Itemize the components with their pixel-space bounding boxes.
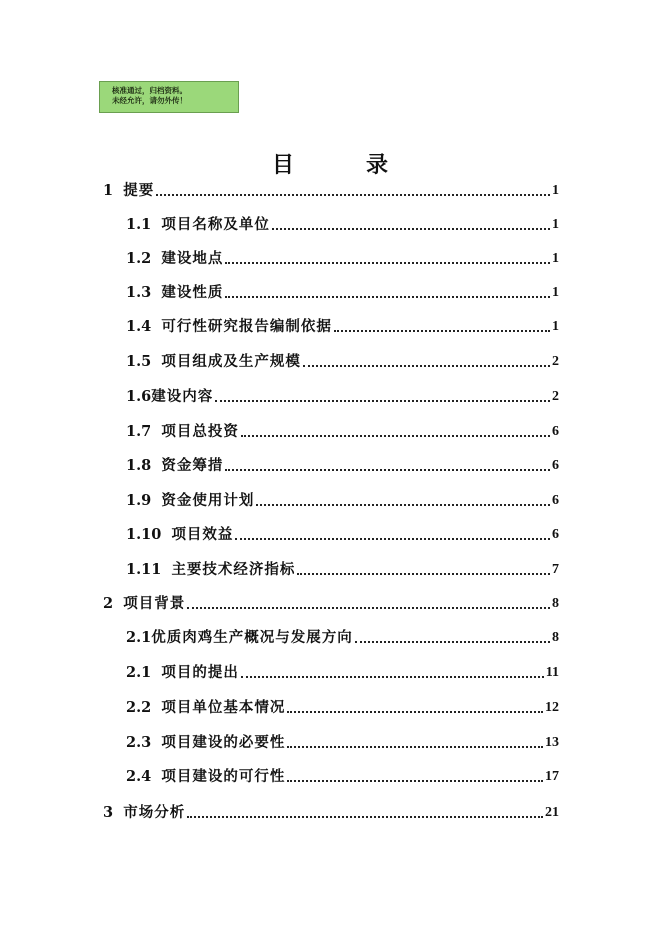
- toc-label: 建设内容: [151, 388, 214, 405]
- toc-entry[interactable]: [126, 625, 559, 647]
- toc-number: 1.2: [126, 250, 152, 267]
- toc-page: 1: [552, 319, 559, 334]
- toc-label: 市场分析: [123, 804, 186, 821]
- stamp-line-1: 核准通过，归档资料。: [112, 86, 187, 95]
- toc-entry[interactable]: [126, 349, 559, 371]
- toc-number: 1.10: [126, 526, 162, 543]
- toc-page: 1: [552, 183, 559, 198]
- toc-leader: [241, 676, 544, 678]
- toc-entry[interactable]: [126, 419, 559, 441]
- toc-label: 建设地点: [161, 250, 224, 267]
- toc-number: 1.7: [126, 423, 152, 440]
- toc-number: 1.11: [126, 561, 162, 578]
- toc-leader: [241, 435, 550, 437]
- toc-page: 7: [552, 562, 559, 577]
- toc-page: 21: [545, 805, 559, 820]
- toc-number: 2.2: [126, 699, 152, 716]
- toc-number: 2: [103, 595, 114, 612]
- toc-leader: [287, 711, 543, 713]
- toc-number: 1.1: [126, 216, 152, 233]
- toc-number: 1: [103, 182, 114, 199]
- toc-entry[interactable]: [126, 522, 559, 544]
- toc-label: 资金使用计划: [161, 492, 255, 509]
- toc-leader: [297, 573, 550, 575]
- toc-leader: [225, 296, 550, 298]
- toc-number: 1.8: [126, 457, 152, 474]
- toc-page: 6: [552, 527, 559, 542]
- toc-entry[interactable]: [126, 384, 559, 406]
- toc-label: 项目效益: [171, 526, 234, 543]
- toc-label: 项目单位基本情况: [161, 699, 286, 716]
- toc-page: 1: [552, 251, 559, 266]
- toc-leader: [256, 504, 550, 506]
- toc-number: 2.4: [126, 768, 152, 785]
- toc-number: 3: [103, 804, 114, 821]
- toc-leader: [235, 538, 550, 540]
- toc-entry[interactable]: [126, 212, 559, 234]
- toc-number: 2.1: [126, 664, 152, 681]
- toc-entry[interactable]: [103, 800, 559, 822]
- toc-entry[interactable]: [126, 246, 559, 268]
- stamp-line-2: 未经允许，请勿外传！: [112, 96, 187, 105]
- title-char-2: 录: [366, 152, 389, 178]
- toc-label: 项目名称及单位: [161, 216, 270, 233]
- toc-label: 资金筹措: [161, 457, 224, 474]
- toc-leader: [334, 330, 550, 332]
- toc-number: 2.1: [126, 629, 152, 646]
- toc-entry[interactable]: [126, 314, 559, 336]
- toc-leader: [303, 365, 550, 367]
- toc-leader: [215, 400, 550, 402]
- toc-number: 1.6: [126, 388, 152, 405]
- toc-leader: [187, 816, 543, 818]
- toc-entry[interactable]: [126, 730, 559, 752]
- toc-label: 优质肉鸡生产概况与发展方向: [151, 629, 353, 646]
- toc-page: 2: [552, 354, 559, 369]
- toc-entry[interactable]: [103, 591, 559, 613]
- toc-entry[interactable]: [126, 764, 559, 786]
- toc-label: 可行性研究报告编制依据: [161, 318, 332, 335]
- toc-page: 12: [545, 700, 559, 715]
- toc-page: 11: [545, 665, 559, 680]
- toc-page: 6: [552, 493, 559, 508]
- toc-entry[interactable]: [126, 488, 559, 510]
- toc-leader: [287, 746, 543, 748]
- toc-number: 1.3: [126, 284, 152, 301]
- toc-leader: [225, 262, 550, 264]
- toc-leader: [272, 228, 550, 230]
- toc-label: 项目建设的必要性: [161, 734, 286, 751]
- toc-entry[interactable]: [126, 280, 559, 302]
- toc-label: 项目总投资: [161, 423, 239, 440]
- toc-page: 1: [552, 217, 559, 232]
- toc-leader: [187, 607, 550, 609]
- toc-label: 建设性质: [161, 284, 224, 301]
- toc-page: 17: [545, 769, 559, 784]
- toc-number: 1.5: [126, 353, 152, 370]
- toc-label: 项目建设的可行性: [161, 768, 286, 785]
- toc-label: 项目背景: [123, 595, 186, 612]
- toc-label: 项目组成及生产规模: [161, 353, 301, 370]
- toc-number: 1.9: [126, 492, 152, 509]
- toc-number: 2.3: [126, 734, 152, 751]
- toc-page: 8: [552, 596, 559, 611]
- toc-entry[interactable]: [126, 453, 559, 475]
- toc-leader: [355, 641, 550, 643]
- toc-leader: [156, 194, 550, 196]
- title-char-1: 目: [272, 152, 295, 178]
- toc-label: 项目的提出: [161, 664, 239, 681]
- toc-entry[interactable]: [126, 695, 559, 717]
- toc-leader: [287, 780, 543, 782]
- toc-page: 13: [545, 735, 559, 750]
- toc-leader: [225, 469, 550, 471]
- toc-page: 6: [552, 458, 559, 473]
- toc-page: 2: [552, 389, 559, 404]
- toc-entry[interactable]: [126, 660, 559, 682]
- toc-entry[interactable]: [126, 557, 559, 579]
- toc-label: 主要技术经济指标: [171, 561, 296, 578]
- toc-label: 提要: [123, 182, 155, 199]
- toc-page: 6: [552, 424, 559, 439]
- toc-page: 1: [552, 285, 559, 300]
- toc-entry[interactable]: [103, 178, 559, 200]
- toc-page: 8: [552, 630, 559, 645]
- toc-number: 1.4: [126, 318, 152, 335]
